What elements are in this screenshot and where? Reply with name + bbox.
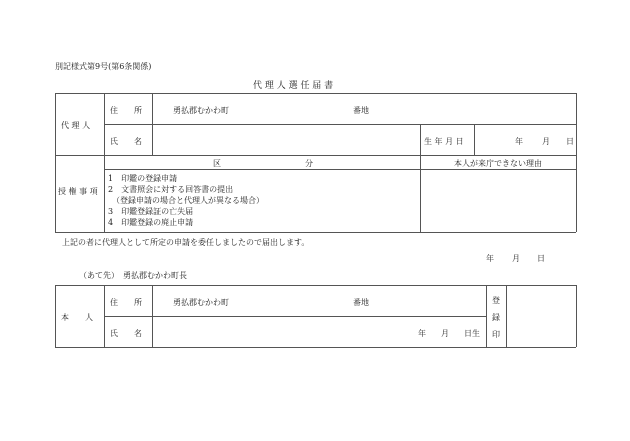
- authority-label: 授 権 事 項: [58, 187, 98, 196]
- seal-char: 録: [492, 313, 500, 322]
- category-header-bun: 分: [305, 159, 313, 168]
- principal-section-label: 本 人: [61, 313, 93, 322]
- agent-address-label: 住 所: [110, 106, 142, 115]
- form-reference: 別記様式第9号(第6条関係): [55, 62, 152, 71]
- agent-address-value: 勇払郡むかわ町: [173, 106, 229, 115]
- authority-items-list: [108, 173, 264, 228]
- authority-item: 4 印鑑登録の廃止申請: [108, 218, 194, 227]
- seal-char: 印: [492, 330, 500, 339]
- category-header-ku: 区: [213, 159, 221, 168]
- principal-address-value: 勇払郡むかわ町: [173, 298, 229, 307]
- authority-item: 3 印鑑登録証の亡失届: [108, 207, 194, 216]
- document-title: 代 理 人 選 任 届 書: [253, 81, 334, 91]
- agent-name-label: 氏 名: [110, 137, 142, 146]
- delegation-statement: 上記の者に代理人として所定の申請を委任しましたので届出します。: [62, 238, 310, 247]
- agent-birth-year: 年: [515, 137, 523, 146]
- principal-birth-year: 年: [418, 329, 426, 338]
- agent-banchi: 番地: [353, 106, 369, 115]
- principal-address-label: 住 所: [110, 298, 142, 307]
- reason-header: 本人が来庁できない理由: [454, 159, 542, 168]
- principal-birth-month: 月: [441, 329, 449, 338]
- date-day: 日: [537, 254, 545, 263]
- authority-item: 1 印鑑の登録申請: [108, 174, 178, 183]
- seal-char: 登: [492, 296, 500, 305]
- date-year: 年: [486, 254, 494, 263]
- registered-seal-label: [492, 295, 500, 341]
- principal-banchi: 番地: [353, 298, 369, 307]
- agent-section-label: 代 理 人: [61, 121, 91, 130]
- authority-item: 2 文書照会に対する回答書の提出: [108, 185, 234, 194]
- addressee: （あて先） 勇払郡むかわ町長: [79, 271, 187, 280]
- agent-birth-month: 月: [542, 137, 550, 146]
- authority-item: （登録申請の場合と代理人が異なる場合）: [108, 196, 264, 205]
- agent-birth-label: 生 年 月 日: [424, 137, 464, 146]
- principal-name-label: 氏 名: [110, 329, 142, 338]
- date-month: 月: [512, 254, 520, 263]
- agent-birth-day: 日: [566, 137, 574, 146]
- principal-birth-suffix: 日生: [464, 329, 480, 338]
